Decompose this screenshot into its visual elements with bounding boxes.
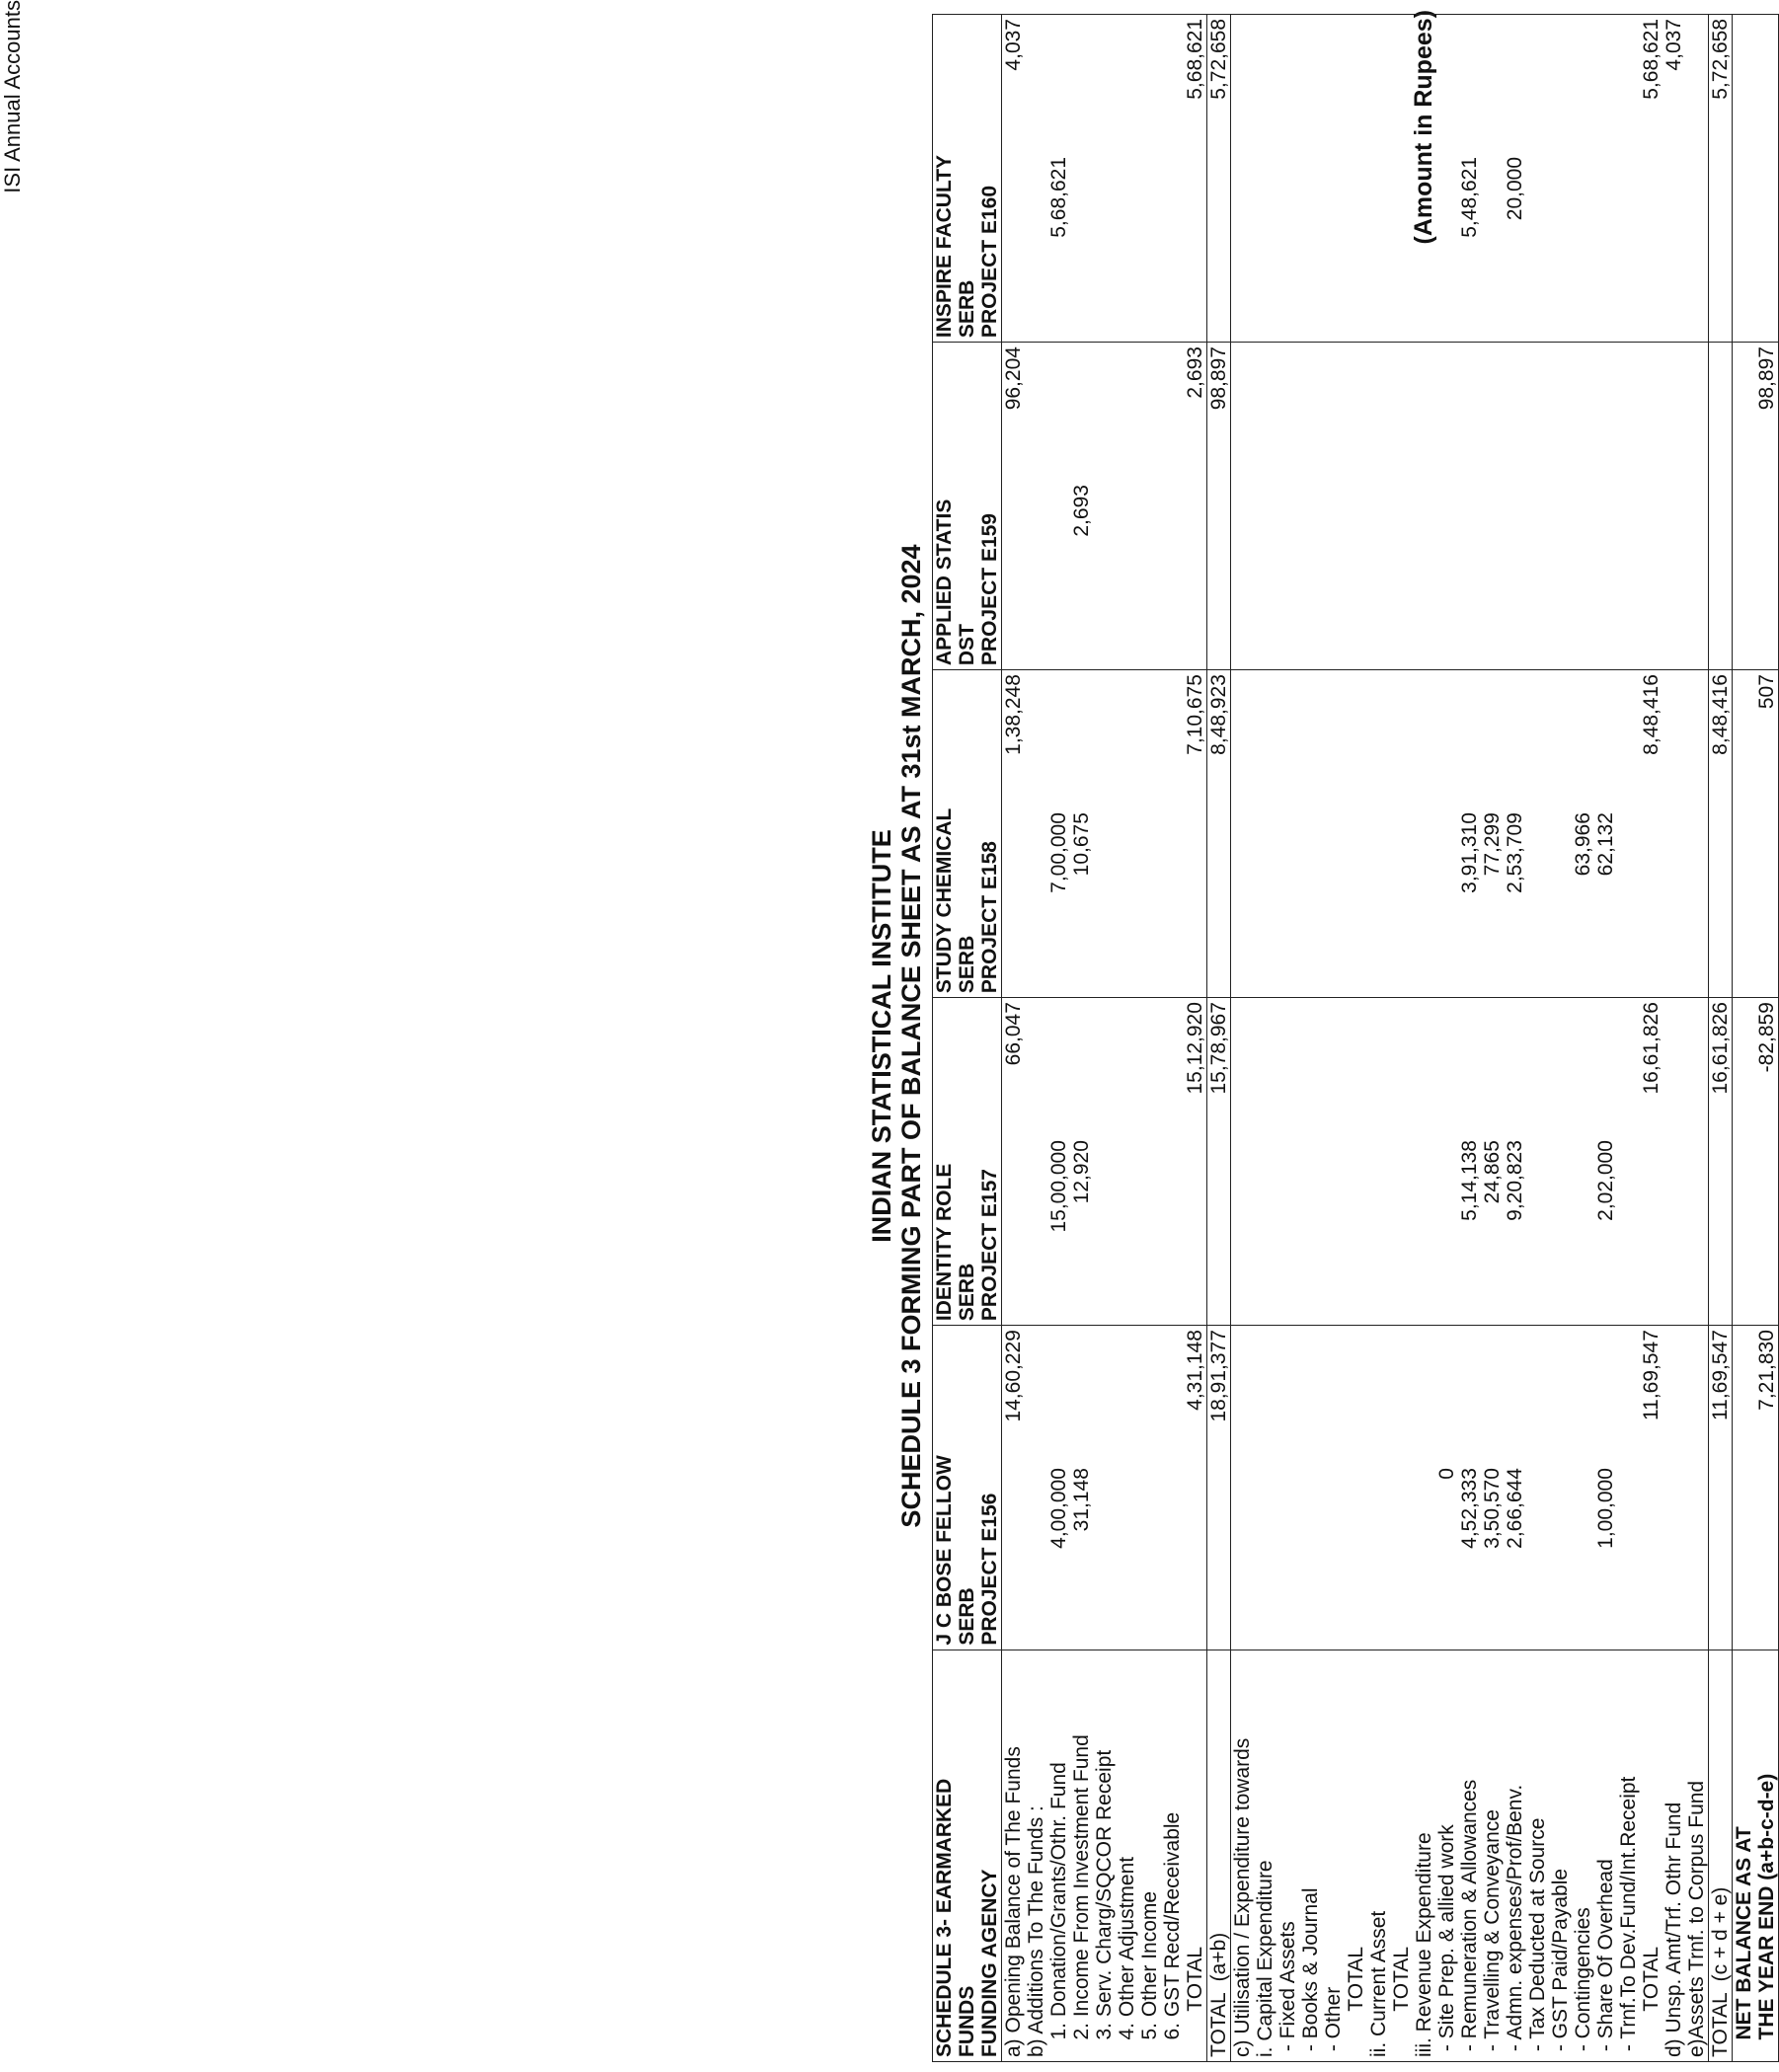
row-label: 3. Serv. Charg/SQCOR Receipt [1093, 1749, 1116, 2057]
total-cell [1254, 19, 1276, 342]
total-cell [1663, 1330, 1685, 1650]
total-cell [1367, 346, 1390, 669]
total-cell [1322, 674, 1345, 997]
column-agency: SERB [956, 935, 978, 994]
total-cell [1549, 346, 1572, 669]
value-cell: 10,675 [1070, 812, 1093, 877]
total-cell [1390, 1330, 1413, 1650]
total-cell [1526, 674, 1549, 997]
row-label: - Trnf.To Dev.Fund/Int.Receipt [1617, 1776, 1640, 2057]
total-cell [1161, 346, 1184, 669]
total-cell [1458, 1330, 1481, 1650]
total-cell [1047, 346, 1070, 669]
total-cell [1231, 346, 1254, 669]
total-cell: 7,10,675 [1184, 674, 1206, 755]
total-cell [1254, 1002, 1276, 1325]
total-cell [1572, 674, 1594, 997]
total-cell [1572, 346, 1594, 669]
total-cell [1549, 674, 1572, 997]
total-cell [1047, 674, 1070, 997]
row-label: 6. GST Recd/Receivable [1161, 1811, 1184, 2057]
spacer [1733, 19, 1755, 338]
value-cell: 8,48,923 [1207, 674, 1230, 755]
value-cell: 62,132 [1594, 812, 1617, 877]
total-cell [1572, 1330, 1594, 1650]
value-cell: 5,72,658 [1709, 19, 1732, 100]
value-cell: 7,00,000 [1047, 812, 1070, 893]
additions-section-row [1002, 15, 1207, 2062]
value-cell: 7,21,830 [1755, 1330, 1778, 1411]
total-cell [1345, 1002, 1367, 1325]
total-cell [1594, 1330, 1617, 1650]
total-cell [1138, 674, 1161, 997]
total-cell [1617, 1330, 1640, 1650]
column-agency: SERB [956, 279, 978, 339]
row-label: e)Assets Trnf. to Corpus Fund [1685, 1780, 1708, 2057]
row-label: c) Utilisation / Expenditure towards [1231, 1737, 1254, 2057]
value-cell: 4,00,000 [1047, 1468, 1070, 1549]
total-cell: 66,047 [1002, 1002, 1025, 1066]
total-cell [1047, 19, 1070, 342]
org-title: INDIAN STATISTICAL INSTITUTE [867, 829, 896, 1243]
row-label: TOTAL [1640, 1946, 1663, 2057]
row-label: 4. Other Adjustment [1116, 1856, 1138, 2057]
spacer [1733, 1330, 1755, 1646]
total-cell: 14,60,229 [1002, 1330, 1025, 1422]
total-cell [1549, 19, 1572, 342]
total-cell [1116, 1002, 1138, 1325]
total-cell [1299, 1002, 1322, 1325]
total-cell [1504, 19, 1526, 342]
total-cell [1138, 1002, 1161, 1325]
value-cell: 15,78,967 [1207, 1002, 1230, 1095]
total-cell [1504, 1002, 1526, 1325]
net-balance-row [1733, 15, 1779, 2062]
total-cell [1685, 1330, 1708, 1650]
total-cell [1025, 346, 1047, 669]
row-label: - Site Prep. & allied work [1435, 1824, 1458, 2057]
total-cell [1413, 346, 1435, 669]
column-agency: SERB [956, 1587, 978, 1646]
total-cell [1047, 1330, 1070, 1650]
total-cell [1116, 346, 1138, 669]
value-cell: 98,897 [1755, 346, 1778, 411]
total-cell: 5,68,621 [1184, 19, 1206, 100]
total-cell [1435, 346, 1458, 669]
total-cell [1299, 346, 1322, 669]
total-cell [1617, 1002, 1640, 1325]
row-label: TOTAL [1184, 1946, 1206, 2057]
total-cell [1231, 19, 1254, 342]
total-cell [1685, 1002, 1708, 1325]
total-cell: 96,204 [1002, 346, 1025, 411]
total-cell [1504, 674, 1526, 997]
value-cell: 2,693 [1070, 485, 1093, 537]
total-ab-row [1207, 15, 1231, 2062]
value-cell: 5,48,621 [1458, 157, 1481, 238]
total-cell [1231, 1002, 1254, 1325]
total-cell: 8,48,416 [1640, 674, 1663, 755]
total-cell [1322, 1002, 1345, 1325]
total-cell [1594, 19, 1617, 342]
column-name: J C BOSE FELLOW [933, 1455, 956, 1646]
total-cell [1161, 1002, 1184, 1325]
row-label: 2. Income From Investment Fund [1070, 1734, 1093, 2057]
total-cell [1526, 346, 1549, 669]
total-cell [1435, 1002, 1458, 1325]
row-label: - Admn. expenses/Prof/Benv. [1504, 1784, 1526, 2057]
total-cell [1504, 346, 1526, 669]
total-cell [1504, 1330, 1526, 1650]
value-cell: 4,52,333 [1458, 1468, 1481, 1549]
value-cell: 3,91,310 [1458, 812, 1481, 893]
row-label: - Books & Journal [1299, 1887, 1322, 2057]
total-cell [1413, 674, 1435, 997]
total-cell [1254, 674, 1276, 997]
total-cell [1413, 1002, 1435, 1325]
amount-note: (Amount in Rupees) [1410, 10, 1437, 245]
value-cell: 15,00,000 [1047, 1140, 1070, 1233]
total-cell [1481, 1002, 1504, 1325]
total-cell [1458, 19, 1481, 342]
total-cell [1070, 346, 1093, 669]
column-project: PROJECT E159 [978, 513, 1001, 666]
total-cell [1025, 1002, 1047, 1325]
column-project: PROJECT E158 [978, 841, 1001, 994]
total-cell [1025, 19, 1047, 342]
total-cell [1367, 1002, 1390, 1325]
row-label: TOTAL (c + d + e) [1709, 1886, 1732, 2057]
total-cell [1116, 1330, 1138, 1650]
total-cell [1663, 674, 1685, 997]
footer-text: ISI Annual Accounts [0, 0, 25, 193]
row-label: TOTAL [1345, 1946, 1367, 2057]
total-cell [1070, 1002, 1093, 1325]
total-cell [1390, 674, 1413, 997]
total-cell [1617, 19, 1640, 342]
row-label: d) Unsp. Amt/Trf. Othr Fund [1663, 1802, 1685, 2057]
total-cell [1299, 1330, 1322, 1650]
total-cell [1458, 1002, 1481, 1325]
total-cell [1685, 346, 1708, 669]
column-name: IDENTITY ROLE [933, 1163, 956, 1322]
row-label: - Other [1322, 1986, 1345, 2057]
row-label: 5. Other Income [1138, 1890, 1161, 2057]
row-label: iii. Revenue Expenditure [1413, 1832, 1435, 2057]
total-cell [1526, 1002, 1549, 1325]
total-cell [1025, 1330, 1047, 1650]
row-label: - Travelling & Conveyance [1481, 1809, 1504, 2057]
total-cell [1161, 19, 1184, 342]
value-cell: 8,48,416 [1709, 674, 1732, 755]
total-cell [1594, 1002, 1617, 1325]
value-cell: -82,859 [1755, 1002, 1778, 1073]
row-label: ii. Current Asset [1367, 1910, 1390, 2057]
total-cell [1458, 346, 1481, 669]
total-cell [1322, 1330, 1345, 1650]
value-cell: 1,00,000 [1594, 1468, 1617, 1549]
value-cell: 0 [1435, 1468, 1458, 1480]
total-cell: 4,31,148 [1184, 1330, 1206, 1411]
total-cell [1070, 19, 1093, 342]
total-cell [1572, 1002, 1594, 1325]
value-cell: 31,148 [1070, 1468, 1093, 1532]
total-cell [1116, 19, 1138, 342]
total-cell [1572, 19, 1594, 342]
total-cell [1481, 19, 1504, 342]
row-label: a) Opening Balance of The Funds [1002, 1746, 1025, 2057]
total-cell [1025, 674, 1047, 997]
value-cell: 18,91,377 [1207, 1330, 1230, 1422]
total-cell [1481, 346, 1504, 669]
total-cell [1161, 674, 1184, 997]
row-label: TOTAL [1390, 1946, 1413, 2057]
total-cell [1276, 1002, 1299, 1325]
value-cell: 5,14,138 [1458, 1140, 1481, 1221]
column-name: INSPIRE FACULTY [933, 154, 956, 339]
total-cell [1276, 346, 1299, 669]
value-cell: 2,53,709 [1504, 812, 1526, 893]
total-cell [1276, 674, 1299, 997]
funding-agency-row [933, 15, 1002, 2062]
row-label: - GST Paid/Payable [1549, 1868, 1572, 2057]
total-cell [1345, 346, 1367, 669]
total-cell [1685, 19, 1708, 342]
value-cell: 98,897 [1207, 346, 1230, 411]
total-cell [1093, 346, 1116, 669]
total-cell [1299, 674, 1322, 997]
total-cell [1254, 1330, 1276, 1650]
total-cell: 16,61,826 [1640, 1002, 1663, 1095]
total-cell [1367, 19, 1390, 342]
total-cell [1367, 1330, 1390, 1650]
total-cell: 4,037 [1663, 19, 1685, 71]
total-cell: 2,693 [1184, 346, 1206, 399]
value-cell: 3,50,570 [1481, 1468, 1504, 1549]
utilisation-section-row [1231, 15, 1709, 2062]
header-label: SCHEDULE 3- EARMARKED [933, 1778, 956, 2057]
column-name: APPLIED STATIS [933, 499, 956, 666]
total-cell [1299, 19, 1322, 342]
total-cell [1345, 1330, 1367, 1650]
total-cell [1526, 1330, 1549, 1650]
total-cell [1435, 19, 1458, 342]
row-label: - Share Of Overhead [1594, 1859, 1617, 2057]
schedule-title: SCHEDULE 3 FORMING PART OF BALANCE SHEET AS AT 31st MARCH, 2024 [896, 544, 926, 1528]
spacer [1733, 674, 1755, 993]
row-label: - Contingencies [1572, 1907, 1594, 2057]
total-cell [1549, 1002, 1572, 1325]
total-cell [1640, 346, 1663, 669]
value-cell: 507 [1755, 674, 1778, 710]
total-cell [1093, 674, 1116, 997]
total-cell [1390, 1002, 1413, 1325]
total-cell [1367, 674, 1390, 997]
column-agency: DST [956, 624, 978, 666]
row-label: - Fixed Assets [1276, 1921, 1299, 2057]
total-cell [1617, 674, 1640, 997]
row-label: TOTAL (a+b) [1207, 1932, 1230, 2057]
total-cell: 4,037 [1002, 19, 1025, 71]
total-cell [1413, 1330, 1435, 1650]
total-cell [1481, 674, 1504, 997]
row-label: THE YEAR END (a+b-c-d-e) [1755, 1773, 1778, 2057]
total-cell [1276, 1330, 1299, 1650]
value-cell: 16,61,826 [1709, 1002, 1732, 1095]
total-cell [1390, 19, 1413, 342]
total-cell [1093, 19, 1116, 342]
header-label: FUNDS [956, 1985, 978, 2057]
total-cell [1435, 1330, 1458, 1650]
total-cell [1070, 674, 1093, 997]
total-cell [1345, 19, 1367, 342]
value-cell: 77,299 [1481, 812, 1504, 877]
column-project: PROJECT E156 [978, 1493, 1001, 1646]
column-name: STUDY CHEMICAL [933, 807, 956, 994]
value-cell: 5,68,621 [1047, 157, 1070, 238]
total-cell [1526, 19, 1549, 342]
value-cell: 24,865 [1481, 1140, 1504, 1204]
total-cell [1549, 1330, 1572, 1650]
earmarked-funds-table [932, 14, 1779, 2062]
total-cell [1481, 1330, 1504, 1650]
total-cell [1093, 1002, 1116, 1325]
row-label: - Remuneration & Allowances [1458, 1779, 1481, 2057]
row-label: - Tax Deducted at Source [1526, 1817, 1549, 2057]
value-cell [1709, 346, 1732, 665]
column-project: PROJECT E157 [978, 1169, 1001, 1322]
header-label: FUNDING AGENCY [978, 1869, 1001, 2057]
spacer [1733, 346, 1755, 665]
value-cell: 2,66,644 [1504, 1468, 1526, 1549]
total-cell [1322, 346, 1345, 669]
total-cell [1138, 19, 1161, 342]
total-cell: 5,68,621 [1640, 19, 1663, 100]
total-cell [1663, 1002, 1685, 1325]
total-cell [1458, 674, 1481, 997]
total-cell: 1,38,248 [1002, 674, 1025, 755]
value-cell [1755, 19, 1778, 338]
total-cde-row [1709, 15, 1733, 2062]
total-cell [1047, 1002, 1070, 1325]
total-cell [1254, 346, 1276, 669]
value-cell: 5,72,658 [1207, 19, 1230, 100]
total-cell [1594, 674, 1617, 997]
value-cell: 2,02,000 [1594, 1140, 1617, 1221]
total-cell [1093, 1330, 1116, 1650]
total-cell [1322, 19, 1345, 342]
row-label: 1. Donation/Grants/Othr. Fund [1047, 1762, 1070, 2057]
row-label: b) Additions To The Funds : [1025, 1805, 1047, 2057]
value-cell: 12,920 [1070, 1140, 1093, 1204]
spacer [1733, 1002, 1755, 1321]
total-cell [1594, 346, 1617, 669]
total-cell [1138, 1330, 1161, 1650]
column-project: PROJECT E160 [978, 185, 1001, 339]
total-cell: 15,12,920 [1184, 1002, 1206, 1095]
value-cell: 63,966 [1572, 812, 1594, 877]
total-cell [1070, 1330, 1093, 1650]
total-cell [1161, 1330, 1184, 1650]
total-cell [1617, 346, 1640, 669]
value-cell: 11,69,547 [1709, 1330, 1732, 1420]
total-cell [1413, 19, 1435, 342]
total-cell [1345, 674, 1367, 997]
value-cell: 20,000 [1504, 157, 1526, 221]
total-cell [1663, 346, 1685, 669]
total-cell [1231, 674, 1254, 997]
total-cell [1276, 19, 1299, 342]
value-cell: 9,20,823 [1504, 1140, 1526, 1221]
total-cell [1231, 1330, 1254, 1650]
total-cell [1685, 674, 1708, 997]
row-label: NET BALANCE AS AT [1733, 1826, 1755, 2057]
total-cell [1390, 346, 1413, 669]
total-cell [1116, 674, 1138, 997]
row-label: i. Capital Expenditure [1254, 1860, 1276, 2057]
column-agency: SERB [956, 1263, 978, 1322]
total-cell [1435, 674, 1458, 997]
total-cell [1138, 346, 1161, 669]
total-cell: 11,69,547 [1640, 1330, 1663, 1420]
